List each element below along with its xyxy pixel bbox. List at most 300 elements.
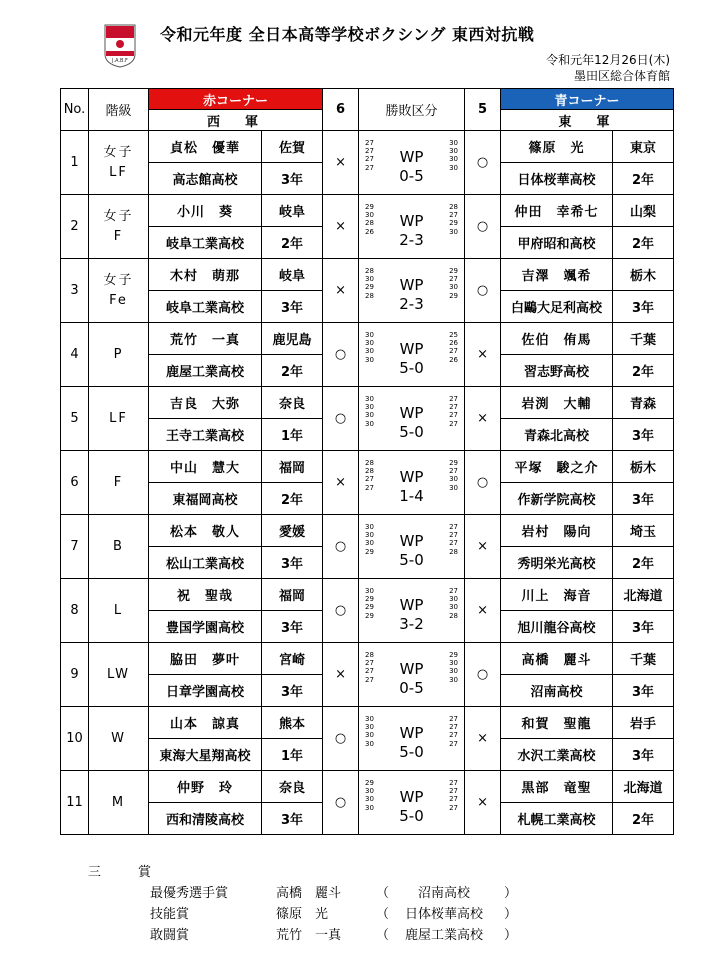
weight-class: B: [89, 515, 149, 579]
blue-school: 旭川龍谷高校: [501, 611, 613, 643]
blue-score: 27: [449, 395, 459, 403]
bout-no: 4: [61, 323, 89, 387]
red-boxer-name: 吉良 大弥: [149, 387, 262, 419]
blue-score: 27: [449, 531, 459, 540]
decision-result: 5-0: [399, 743, 424, 761]
blue-score: 25: [449, 331, 459, 339]
award-close: ）: [504, 928, 518, 943]
blue-score: 27: [449, 787, 459, 796]
red-score: 30: [365, 355, 374, 364]
red-score: 29: [365, 547, 374, 556]
blue-boxer-name: 佐伯 侑馬: [501, 323, 613, 355]
blue-grade: 3年: [613, 611, 674, 643]
red-score: 29: [365, 595, 374, 604]
red-score: 30: [365, 739, 374, 748]
decision-cell: [359, 387, 465, 451]
blue-result-mark: ×: [465, 771, 501, 835]
blue-score: 29: [449, 459, 459, 467]
red-score: 27: [365, 163, 374, 172]
red-school: 岐阜工業高校: [149, 291, 262, 323]
blue-prefecture: 栃木: [613, 259, 674, 291]
decision-type: WP: [399, 340, 424, 358]
red-grade: 2年: [262, 227, 323, 259]
bout-no: 7: [61, 515, 89, 579]
bout-row: [61, 643, 674, 675]
blue-score: 27: [449, 731, 459, 740]
blue-boxer-name: 川上 海音: [501, 579, 613, 611]
page-title: 令和元年度 全日本高等学校ボクシング 東西対抗戦: [160, 25, 535, 44]
red-score: 29: [365, 779, 374, 787]
blue-score: 27: [449, 795, 459, 804]
blue-result-mark: ×: [465, 579, 501, 643]
red-score: 26: [365, 227, 374, 236]
blue-score: 30: [449, 595, 459, 604]
blue-score: 30: [449, 603, 459, 612]
red-corner-header: 赤コーナー: [149, 89, 323, 110]
red-team-header: 西 軍: [149, 110, 323, 131]
award-close: ）: [504, 886, 518, 901]
blue-score: 28: [449, 611, 459, 620]
blue-school: 作新学院高校: [501, 483, 613, 515]
red-score: 30: [365, 531, 374, 540]
blue-boxer-name: 篠原 光: [501, 131, 613, 163]
blue-judge-scores: [449, 331, 464, 364]
red-score: 30: [365, 331, 374, 339]
red-score: 30: [365, 787, 374, 796]
red-score: 30: [365, 419, 374, 428]
blue-school: 甲府昭和高校: [501, 227, 613, 259]
decision-result: 0-5: [399, 167, 424, 185]
red-judge-scores: [359, 715, 374, 748]
red-prefecture: 岐阜: [262, 259, 323, 291]
decision-cell: [359, 195, 465, 259]
red-score: 30: [365, 715, 374, 723]
event-meta: [546, 52, 670, 84]
blue-score: 30: [449, 667, 459, 676]
decision-type: WP: [399, 276, 424, 294]
decision-cell: [359, 323, 465, 387]
red-score: 30: [365, 539, 374, 548]
blue-score: 27: [449, 739, 459, 748]
blue-score: 30: [449, 155, 459, 164]
blue-judge-scores: [449, 203, 464, 236]
bout-no: 5: [61, 387, 89, 451]
red-score: 27: [365, 155, 374, 164]
bout-no: 6: [61, 451, 89, 515]
blue-prefecture: 北海道: [613, 579, 674, 611]
red-boxer-name: 脇田 夢叶: [149, 643, 262, 675]
bout-row: [61, 451, 674, 483]
blue-prefecture: 東京: [613, 131, 674, 163]
blue-score: 27: [449, 523, 459, 531]
red-score: 27: [365, 675, 374, 684]
red-school: 西和清陵高校: [149, 803, 262, 835]
weight-class: 女子 LF: [89, 131, 149, 195]
red-prefecture: 愛媛: [262, 515, 323, 547]
awards-caption: 三 賞: [88, 865, 164, 880]
blue-result-mark: ×: [465, 707, 501, 771]
award-school: 鹿屋工業高校: [404, 928, 483, 943]
red-grade: 2年: [262, 355, 323, 387]
red-result-mark: ×: [323, 643, 359, 707]
results-table: [60, 88, 674, 835]
blue-judge-scores: [449, 139, 464, 172]
red-score: 27: [365, 139, 374, 147]
blue-prefecture: 北海道: [613, 771, 674, 803]
blue-grade: 3年: [613, 483, 674, 515]
red-school: 王寺工業高校: [149, 419, 262, 451]
blue-judge-scores: [449, 523, 464, 556]
red-score: 27: [365, 667, 374, 676]
red-boxer-name: 仲野 玲: [149, 771, 262, 803]
blue-score: 27: [449, 467, 459, 476]
header-no: No.: [61, 89, 89, 131]
red-boxer-name: 山本 諒真: [149, 707, 262, 739]
blue-school: 札幌工業高校: [501, 803, 613, 835]
award-open: （: [376, 886, 390, 901]
blue-boxer-name: 黒部 竜聖: [501, 771, 613, 803]
red-school: 東海大星翔高校: [149, 739, 262, 771]
blue-score: 27: [449, 347, 459, 356]
blue-boxer-name: 吉澤 颯希: [501, 259, 613, 291]
red-judge-scores: [359, 395, 374, 428]
blue-result-mark: ×: [465, 323, 501, 387]
red-score: 30: [365, 339, 374, 348]
decision-result: 1-4: [399, 487, 424, 505]
bout-row: [61, 771, 674, 803]
blue-judge-scores: [449, 395, 464, 428]
weight-class: LF: [89, 387, 149, 451]
blue-score: 27: [449, 411, 459, 420]
blue-boxer-name: 仲田 幸希七: [501, 195, 613, 227]
header-row: [61, 89, 674, 110]
weight-class: M: [89, 771, 149, 835]
red-boxer-name: 荒竹 一真: [149, 323, 262, 355]
red-score: 30: [365, 347, 374, 356]
red-grade: 3年: [262, 803, 323, 835]
decision-header: 勝敗区分: [359, 89, 465, 131]
red-score: 30: [365, 211, 374, 220]
award-name: 高橋 麗斗: [276, 886, 342, 901]
red-score: 30: [365, 275, 374, 284]
red-judge-scores: [359, 331, 374, 364]
blue-score: 27: [449, 419, 459, 428]
decision-type: WP: [399, 212, 424, 230]
blue-prefecture: 岩手: [613, 707, 674, 739]
decision-cell: [359, 707, 465, 771]
awards-section: [88, 862, 580, 946]
decision-type: WP: [399, 404, 424, 422]
decision-result: 0-5: [399, 679, 424, 697]
red-judge-scores: [359, 587, 374, 620]
award-award: 最優秀選手賞: [150, 886, 229, 901]
blue-judge-scores: [449, 779, 464, 812]
blue-prefecture: 埼玉: [613, 515, 674, 547]
blue-boxer-name: 高橋 麗斗: [501, 643, 613, 675]
red-score: 29: [365, 203, 374, 211]
blue-grade: 3年: [613, 675, 674, 707]
decision-result: 5-0: [399, 551, 424, 569]
blue-prefecture: 千葉: [613, 643, 674, 675]
red-grade: 3年: [262, 675, 323, 707]
blue-grade: 2年: [613, 547, 674, 579]
blue-score: 30: [449, 139, 459, 147]
blue-result-mark: ○: [465, 131, 501, 195]
blue-grade: 2年: [613, 355, 674, 387]
weight-class: F: [89, 451, 149, 515]
red-prefecture: 鹿児島: [262, 323, 323, 355]
weight-class: P: [89, 323, 149, 387]
blue-grade: 2年: [613, 227, 674, 259]
decision-cell: [359, 579, 465, 643]
red-grade: 3年: [262, 611, 323, 643]
red-score: 30: [365, 587, 374, 595]
red-grade: 3年: [262, 547, 323, 579]
red-boxer-name: 松本 敬人: [149, 515, 262, 547]
bout-row: [61, 387, 674, 419]
red-judge-scores: [359, 139, 374, 172]
blue-score: 30: [449, 659, 459, 668]
bout-no: 1: [61, 131, 89, 195]
bout-no: 10: [61, 707, 89, 771]
bout-row: [61, 323, 674, 355]
red-result-mark: ○: [323, 515, 359, 579]
red-prefecture: 宮崎: [262, 643, 323, 675]
bout-row: [61, 515, 674, 547]
decision-cell: [359, 515, 465, 579]
blue-prefecture: 栃木: [613, 451, 674, 483]
award-name: 篠原 光: [276, 907, 329, 922]
decision-result: 2-3: [399, 231, 424, 249]
blue-grade: 3年: [613, 419, 674, 451]
red-grade: 3年: [262, 163, 323, 195]
red-school: 東福岡高校: [149, 483, 262, 515]
blue-grade: 2年: [613, 803, 674, 835]
blue-grade: 3年: [613, 291, 674, 323]
header-class: 階級: [89, 89, 149, 131]
red-prefecture: 岐阜: [262, 195, 323, 227]
decision-cell: [359, 131, 465, 195]
blue-score: 30: [449, 227, 459, 236]
red-boxer-name: 木村 萌那: [149, 259, 262, 291]
award-school: 沼南高校: [417, 886, 470, 901]
red-grade: 3年: [262, 291, 323, 323]
award-close: ）: [504, 907, 518, 922]
red-score: 27: [365, 475, 374, 484]
red-prefecture: 熊本: [262, 707, 323, 739]
decision-cell: [359, 451, 465, 515]
red-result-mark: ○: [323, 707, 359, 771]
red-wins: 6: [323, 89, 359, 131]
red-score: 28: [365, 291, 374, 300]
red-score: 30: [365, 723, 374, 732]
blue-score: 28: [449, 547, 459, 556]
red-score: 30: [365, 523, 374, 531]
blue-score: 27: [449, 403, 459, 412]
award-open: （: [376, 928, 390, 943]
bout-row: [61, 579, 674, 611]
red-prefecture: 福岡: [262, 579, 323, 611]
bout-no: 3: [61, 259, 89, 323]
red-school: 豊国学園高校: [149, 611, 262, 643]
decision-result: 3-2: [399, 615, 424, 633]
red-score: 28: [365, 651, 374, 659]
blue-result-mark: ×: [465, 387, 501, 451]
decision-result: 5-0: [399, 359, 424, 377]
red-judge-scores: [359, 267, 374, 300]
red-prefecture: 佐賀: [262, 131, 323, 163]
red-score: 28: [365, 467, 374, 476]
award-award: 敢闘賞: [150, 928, 190, 943]
weight-class: 女子 F: [89, 195, 149, 259]
blue-score: 30: [449, 283, 459, 292]
red-school: 岐阜工業高校: [149, 227, 262, 259]
jabf-logo: [104, 24, 136, 68]
blue-boxer-name: 平塚 駿之介: [501, 451, 613, 483]
weight-class: 女子 Fe: [89, 259, 149, 323]
blue-score: 29: [449, 219, 459, 228]
red-score: 28: [365, 219, 374, 228]
decision-type: WP: [399, 468, 424, 486]
blue-result-mark: ○: [465, 643, 501, 707]
red-boxer-name: 貞松 優華: [149, 131, 262, 163]
weight-class: LW: [89, 643, 149, 707]
blue-boxer-name: 岩村 陽向: [501, 515, 613, 547]
blue-judge-scores: [449, 715, 464, 748]
blue-score: 29: [449, 291, 459, 300]
red-judge-scores: [359, 523, 374, 556]
red-judge-scores: [359, 459, 374, 492]
decision-type: WP: [399, 788, 424, 806]
blue-grade: 3年: [613, 739, 674, 771]
red-score: 28: [365, 267, 374, 275]
blue-score: 27: [449, 779, 459, 787]
blue-score: 27: [449, 275, 459, 284]
red-result-mark: ○: [323, 387, 359, 451]
decision-cell: [359, 643, 465, 707]
red-score: 29: [365, 603, 374, 612]
blue-school: 習志野高校: [501, 355, 613, 387]
red-judge-scores: [359, 779, 374, 812]
red-judge-scores: [359, 651, 374, 684]
decision-cell: [359, 259, 465, 323]
red-score: 30: [365, 731, 374, 740]
red-prefecture: 奈良: [262, 387, 323, 419]
red-boxer-name: 祝 聖哉: [149, 579, 262, 611]
decision-type: WP: [399, 596, 424, 614]
red-result-mark: ○: [323, 323, 359, 387]
blue-result-mark: ○: [465, 259, 501, 323]
blue-grade: 2年: [613, 163, 674, 195]
blue-score: 30: [449, 483, 459, 492]
blue-score: 28: [449, 203, 459, 211]
red-grade: 2年: [262, 483, 323, 515]
decision-result: 2-3: [399, 295, 424, 313]
red-result-mark: ○: [323, 579, 359, 643]
red-score: 30: [365, 411, 374, 420]
blue-judge-scores: [449, 587, 464, 620]
blue-school: 水沢工業高校: [501, 739, 613, 771]
award-row: [150, 904, 580, 925]
red-score: 28: [365, 459, 374, 467]
award-school: 日体桜華高校: [404, 907, 483, 922]
blue-score: 26: [449, 355, 459, 364]
red-prefecture: 福岡: [262, 451, 323, 483]
award-row: [150, 883, 580, 904]
decision-result: 5-0: [399, 807, 424, 825]
red-prefecture: 奈良: [262, 771, 323, 803]
blue-score: 30: [449, 163, 459, 172]
decision-cell: [359, 771, 465, 835]
svg-text:J.A.B.F: J.A.B.F: [112, 58, 128, 64]
blue-boxer-name: 岩渕 大輔: [501, 387, 613, 419]
blue-result-mark: ○: [465, 451, 501, 515]
red-result-mark: ×: [323, 259, 359, 323]
red-school: 松山工業高校: [149, 547, 262, 579]
award-open: （: [376, 907, 390, 922]
bout-no: 9: [61, 643, 89, 707]
award-award: 技能賞: [150, 907, 190, 922]
blue-prefecture: 青森: [613, 387, 674, 419]
blue-score: 30: [449, 475, 459, 484]
decision-type: WP: [399, 660, 424, 678]
bout-row: [61, 131, 674, 163]
red-grade: 1年: [262, 739, 323, 771]
event-date: 令和元年12月26日(木): [546, 53, 670, 67]
blue-corner-header: 青コーナー: [501, 89, 674, 110]
red-judge-scores: [359, 203, 374, 236]
decision-type: WP: [399, 532, 424, 550]
decision-type: WP: [399, 724, 424, 742]
decision-type: WP: [399, 148, 424, 166]
award-name: 荒竹 一真: [276, 928, 342, 943]
red-school: 日章学園高校: [149, 675, 262, 707]
red-result-mark: ×: [323, 451, 359, 515]
awards-list: [88, 883, 580, 946]
red-score: 29: [365, 611, 374, 620]
weight-class: W: [89, 707, 149, 771]
red-grade: 1年: [262, 419, 323, 451]
red-score: 27: [365, 483, 374, 492]
red-score: 29: [365, 283, 374, 292]
blue-school: 白鷗大足利高校: [501, 291, 613, 323]
red-school: 高志館高校: [149, 163, 262, 195]
blue-result-mark: ×: [465, 515, 501, 579]
bout-no: 2: [61, 195, 89, 259]
blue-school: 秀明栄光高校: [501, 547, 613, 579]
blue-score: 26: [449, 339, 459, 348]
bout-no: 8: [61, 579, 89, 643]
bout-row: [61, 195, 674, 227]
blue-score: 29: [449, 651, 459, 659]
blue-judge-scores: [449, 459, 464, 492]
blue-school: 日体桜華高校: [501, 163, 613, 195]
blue-score: 29: [449, 267, 459, 275]
red-boxer-name: 小川 葵: [149, 195, 262, 227]
blue-score: 27: [449, 587, 459, 595]
bout-no: 11: [61, 771, 89, 835]
blue-wins: 5: [465, 89, 501, 131]
blue-score: 27: [449, 723, 459, 732]
blue-judge-scores: [449, 267, 464, 300]
bout-row: [61, 259, 674, 291]
blue-result-mark: ○: [465, 195, 501, 259]
award-row: [150, 925, 580, 946]
blue-judge-scores: [449, 651, 464, 684]
red-result-mark: ○: [323, 771, 359, 835]
event-venue: 墨田区総合体育館: [573, 69, 670, 83]
blue-prefecture: 千葉: [613, 323, 674, 355]
